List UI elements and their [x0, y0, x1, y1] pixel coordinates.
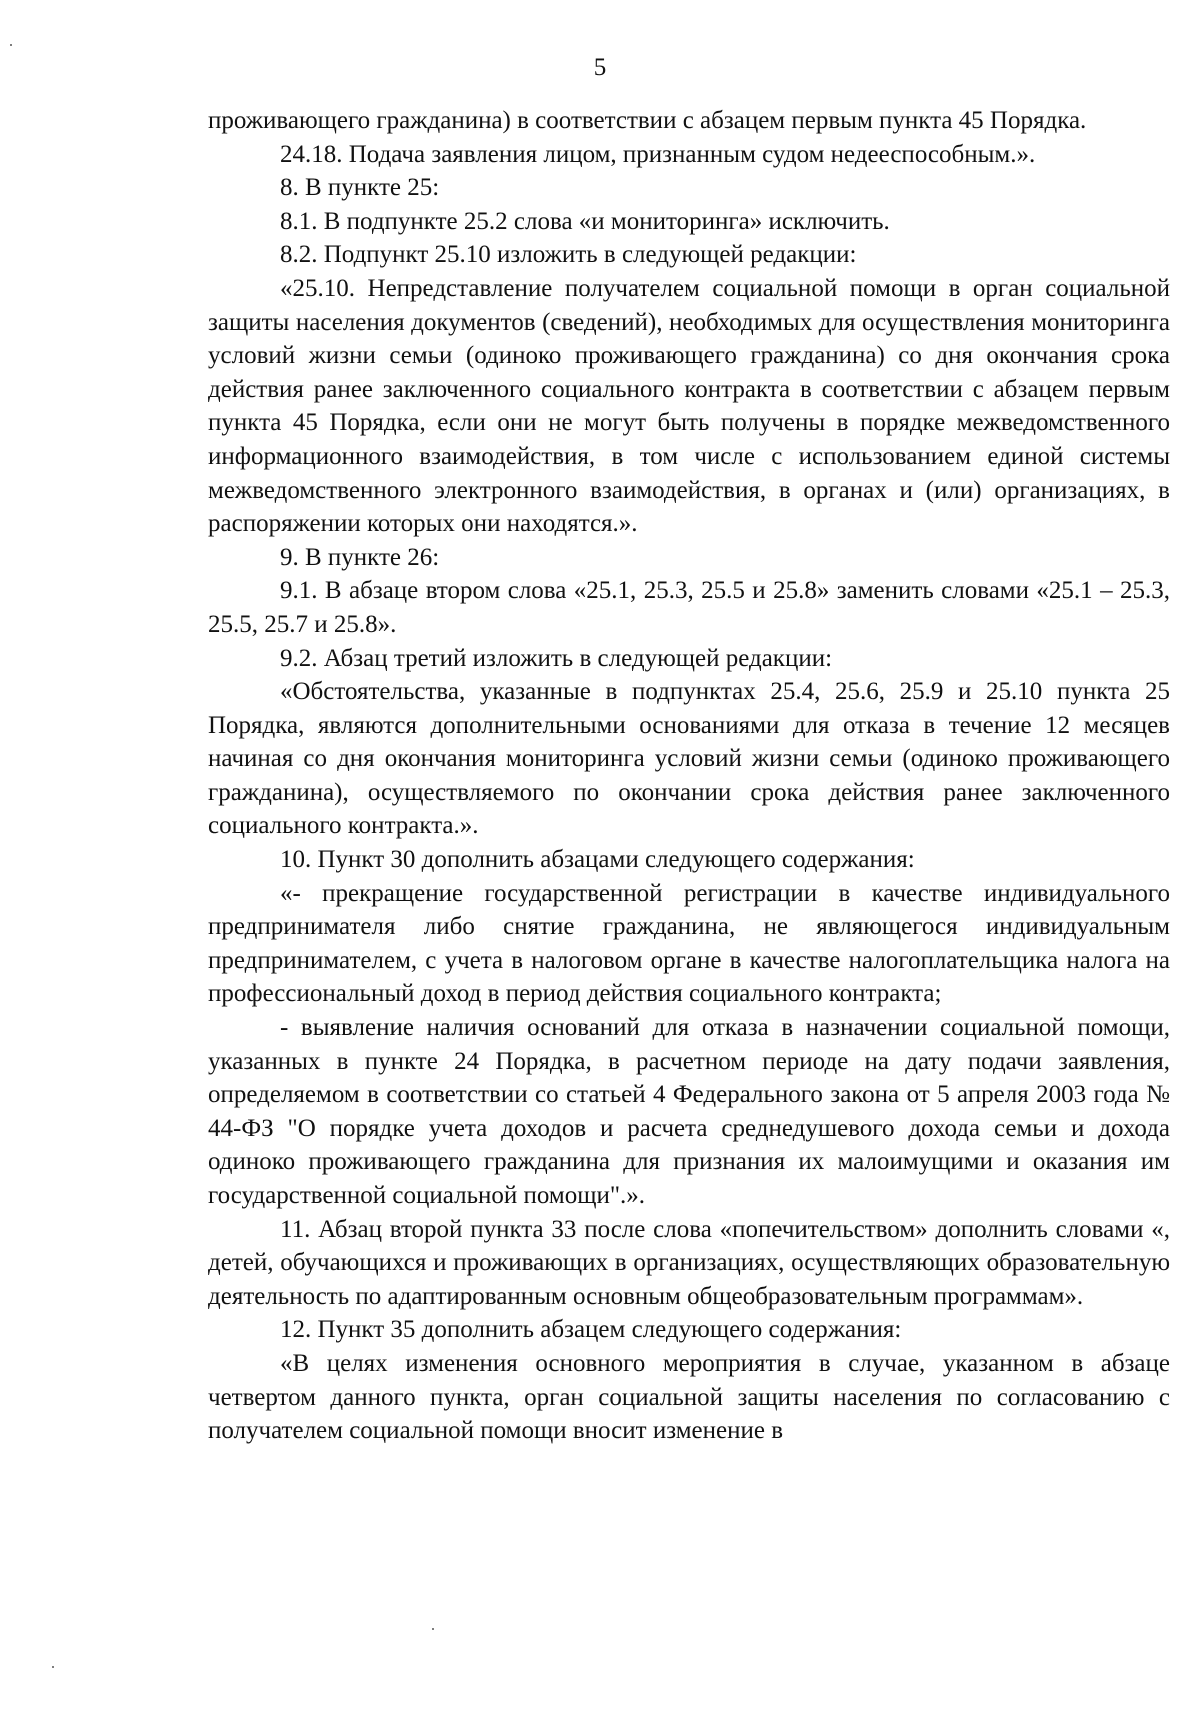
paragraph-quote-25-10: «25.10. Непредставление получателем социальной помощи в орган социальной защиты населения документов (сведений), необходимых для осуществления мониторинга условий жизни семьи (одиноко проживающего гражданина) со дня окончания срока действия ранее заключенного социального контракта в соответствии с абзацем первым пункта 45 Порядка, если они не могут быть получены в порядке межведомственного информационного взаимодействия, в том числе с использованием единой системы межведомственного электронного взаимодействия, в органах и (или) организациях, в распоряжении которых они находятся.». — [208, 274, 1170, 538]
page-number: 5 — [593, 54, 607, 81]
scan-speck — [432, 1628, 434, 1630]
scan-speck — [52, 1666, 54, 1668]
paragraph-continuation: проживающего гражданина) в соответствии с абзацем первым пункта 45 Порядка. — [208, 107, 1087, 134]
paragraph-quote-grounds: - выявление наличия оснований для отказа в назначении социальной помощи, указанных в пункте 24 Порядка, в расчетном периоде на дату подачи заявления, определяемом в соответствии со статьей 4 Федерального закона от 5 апреля 2003 года № 44-ФЗ "О порядке учета доходов и расчета среднедушевого дохода семьи и дохода одиноко проживающего гражданина для признания их малоимущими и оказания им государственной социальной помощи".». — [208, 1014, 1170, 1209]
paragraph-item-8: 8. В пункте 25: — [280, 174, 440, 202]
paragraph-item-12: 12. Пункт 35 дополнить абзацем следующего содержания: — [280, 1316, 902, 1344]
paragraph-item-24-18: 24.18. Подача заявления лицом, признанным судом недееспособным.». — [280, 140, 1036, 168]
paragraph-quote-main-activity: «В целях изменения основного мероприятия в случае, указанном в абзаце четвертом данного пункта, орган социальной защиты населения по согласованию с получателем социальной помощи вносит изменение в — [208, 1349, 1170, 1445]
paragraph-item-8-2: 8.2. Подпункт 25.10 изложить в следующей редакции: — [280, 241, 857, 269]
paragraph-item-9: 9. В пункте 26: — [280, 543, 440, 571]
paragraph-item-9-2: 9.2. Абзац третий изложить в следующей редакции: — [280, 644, 833, 672]
paragraph-item-11: 11. Абзац второй пункта 33 после слова «попечительством» дополнить словами «, детей, обучающихся и проживающих в организациях, осуществляющих образовательную деятельность по адаптированным основным общеобразовательным программам». — [208, 1215, 1170, 1310]
document-body — [208, 104, 1170, 1448]
paragraph-quote-circumstances: «Обстоятельства, указанные в подпунктах 25.4, 25.6, 25.9 и 25.10 пункта 25 Порядка, являются дополнительными основаниями для отказа в течение 12 месяцев начиная со дня окончания мониторинга условий жизни семьи (одиноко проживающего гражданина), осуществляемого по окончании срока действия ранее заключенного социального контракта.». — [208, 678, 1170, 840]
paragraph-item-9-1: 9.1. В абзаце втором слова «25.1, 25.3, 25.5 и 25.8» заменить словами «25.1 – 25.3, 25.5, 25.7 и 25.8». — [208, 577, 1170, 638]
paragraph-item-8-1: 8.1. В подпункте 25.2 слова «и мониторинга» исключить. — [280, 207, 890, 235]
paragraph-quote-termination: «- прекращение государственной регистрации в качестве индивидуального предпринимателя либо снятие гражданина, не являющегося индивидуальным предпринимателем, с учета в налоговом органе в качестве налогоплательщика налога на профессиональный доход в период действия социального контракта; — [208, 879, 1170, 1008]
scan-speck — [10, 44, 12, 46]
paragraph-item-10: 10. Пункт 30 дополнить абзацами следующего содержания: — [280, 846, 915, 874]
